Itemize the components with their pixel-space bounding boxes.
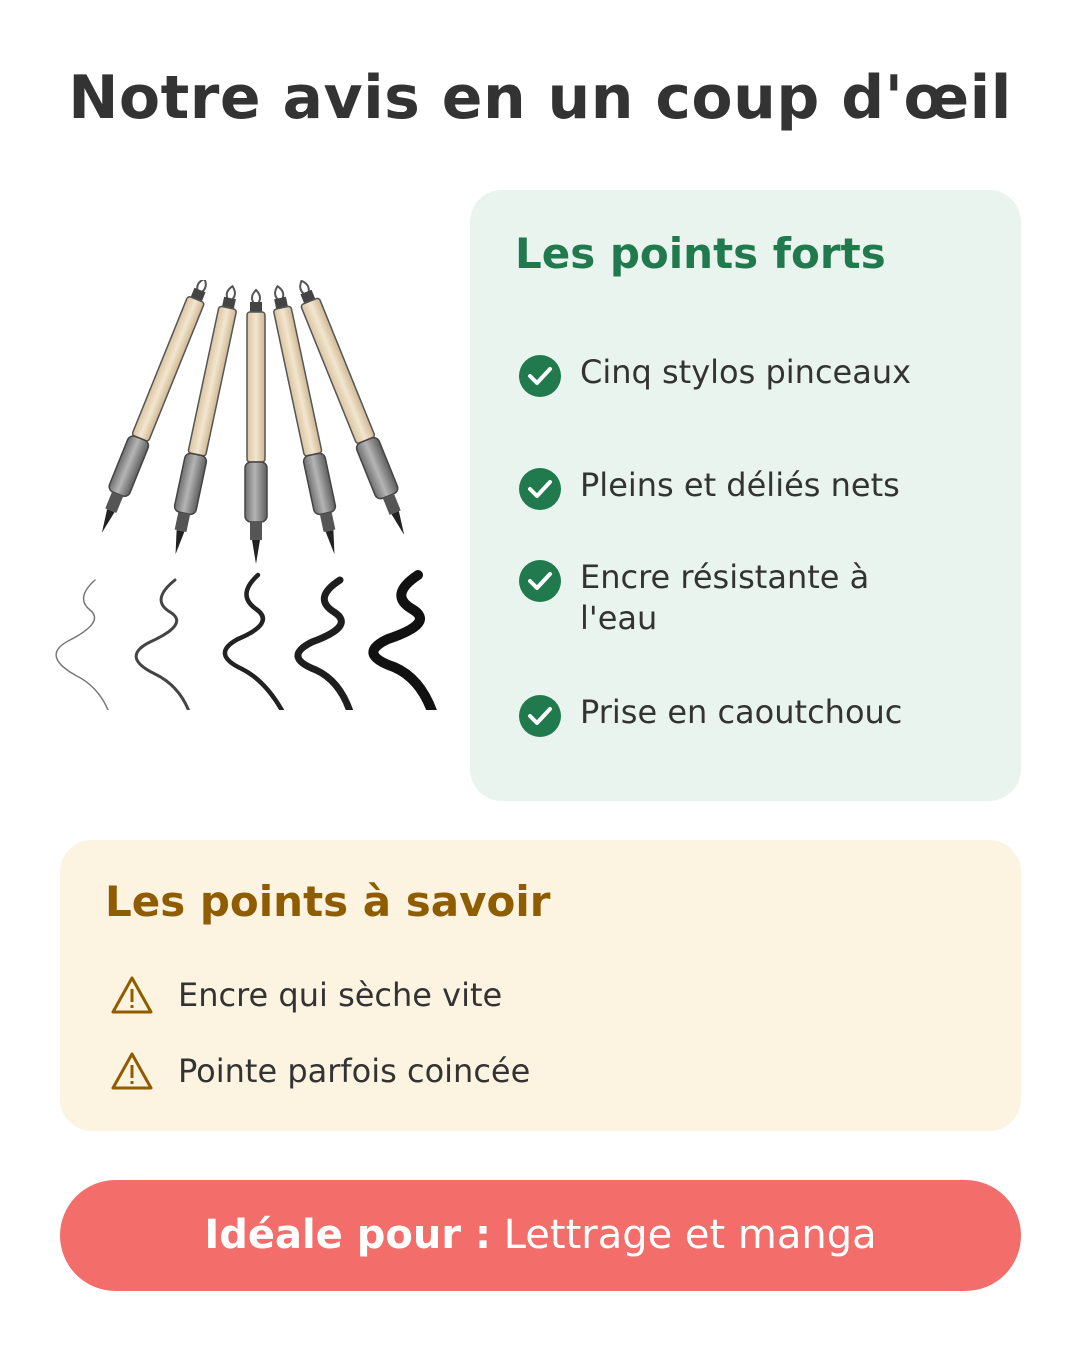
con-item — [110, 1051, 970, 1097]
pro-item-text: Pleins et déliés nets — [580, 466, 900, 504]
pros-card — [470, 190, 1021, 801]
check-circle-icon — [518, 559, 562, 603]
ink-stroke-4 — [298, 580, 352, 710]
pro-item-text: Encre résistante à l'eau — [580, 558, 870, 637]
brush-pens-illustration — [50, 280, 450, 710]
check-circle-icon — [518, 354, 562, 398]
con-item-text: Pointe parfois coincée — [178, 1052, 531, 1090]
warning-triangle-icon — [110, 975, 154, 1015]
ink-stroke-3 — [225, 575, 284, 710]
ideal-for-value: Lettrage et manga — [503, 1212, 877, 1258]
ink-stroke-2 — [136, 580, 190, 710]
pro-item-text: Prise en caoutchouc — [580, 693, 903, 731]
ideal-for-label: Idéale pour : — [204, 1212, 491, 1258]
check-circle-icon — [518, 694, 562, 738]
brush-pen-3 — [245, 290, 267, 564]
cons-title: Les points à savoir — [105, 877, 551, 926]
pro-item-text: Cinq stylos pinceaux — [580, 353, 912, 391]
ink-stroke-5 — [373, 575, 434, 710]
cons-card — [60, 840, 1021, 1131]
ink-stroke-1 — [56, 580, 110, 710]
brush-pen-4 — [267, 284, 345, 557]
pros-title: Les points forts — [515, 229, 886, 278]
con-item-text: Encre qui sèche vite — [178, 976, 503, 1014]
check-circle-icon — [518, 467, 562, 511]
ideal-for-banner — [60, 1180, 1021, 1291]
con-item — [110, 975, 970, 1021]
warning-triangle-icon — [110, 1051, 154, 1091]
page-title: Notre avis en un coup d'œil — [68, 63, 1012, 133]
